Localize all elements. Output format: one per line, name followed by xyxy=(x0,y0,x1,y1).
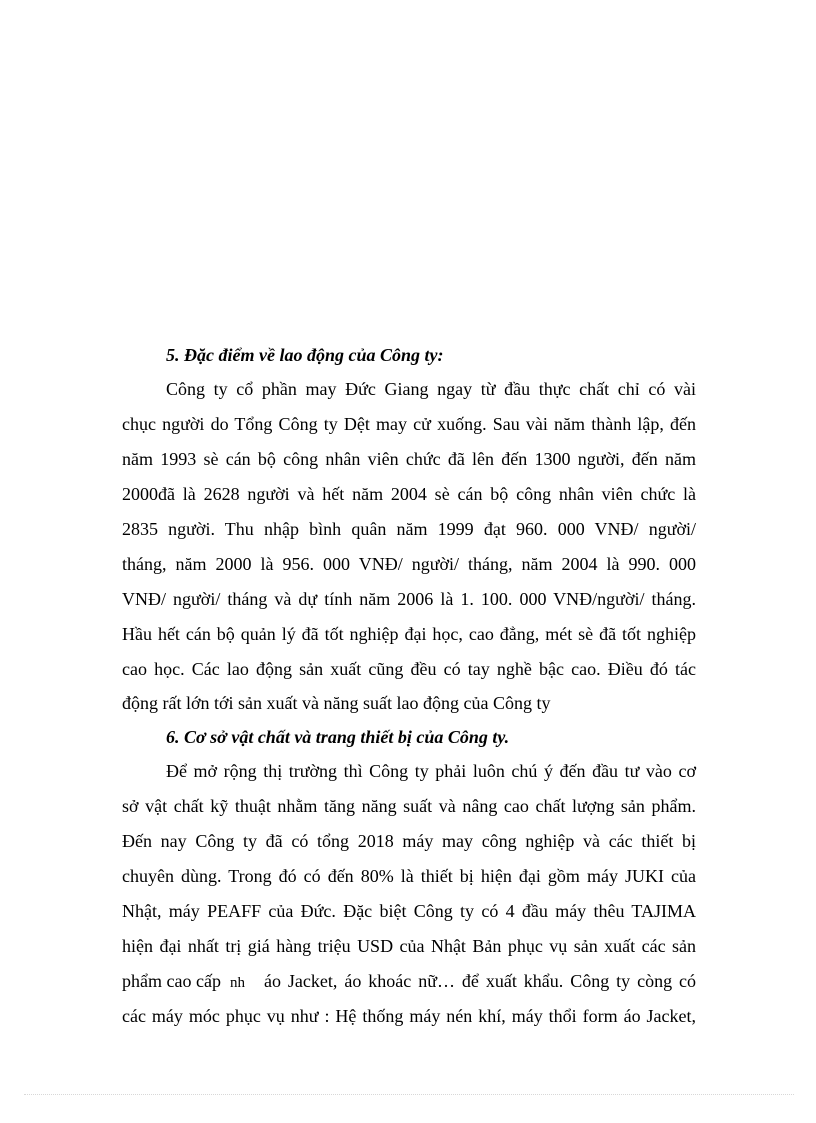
page-bottom-border xyxy=(24,1094,794,1095)
paragraph-line: 2835 người. Thu nhập bình quân năm 1999 đạt 960. 000 VNĐ/ người/ xyxy=(122,519,696,539)
section-6-heading: 6. Cơ sở vật chất và trang thiết bị của Công ty. xyxy=(166,727,510,747)
paragraph-line: chục người do Tổng Công ty Dệt may cử xuống. Sau vài năm thành lập, đến xyxy=(122,414,696,434)
paragraph-line: Để mở rộng thị trường thì Công ty phải luôn chú ý đến đầu tư vào cơ xyxy=(166,761,696,781)
paragraph-line: động rất lớn tới sản xuất và năng suất lao động của Công ty xyxy=(122,693,551,713)
paragraph-line: năm 1993 sè cán bộ công nhân viên chức đã lên đến 1300 người, đến năm xyxy=(122,449,696,469)
section-5-heading: 5. Đặc điểm về lao động của Công ty: xyxy=(166,345,444,365)
paragraph-line: Công ty cổ phần may Đức Giang ngay từ đầu thực chất chỉ có vài xyxy=(166,379,696,399)
paragraph-line: cao học. Các lao động sản xuất cũng đều có tay nghề bậc cao. Điều đó tác xyxy=(122,659,696,679)
paragraph-line: sở vật chất kỹ thuật nhằm tăng năng suất và nâng cao chất lượng sản phẩm. xyxy=(122,796,696,816)
paragraph-line-segment: phẩm cao cấp xyxy=(122,971,221,991)
paragraph-line: Nhật, máy PEAFF của Đức. Đặc biệt Công ty có 4 đầu máy thêu TAJIMA xyxy=(122,901,696,921)
paragraph-line: các máy móc phục vụ như : Hệ thống máy nén khí, máy thổi form áo Jacket, xyxy=(122,1006,696,1026)
paragraph-line-segment: áo Jacket, áo khoác nữ… để xuất khẩu. Công ty còng có xyxy=(264,971,696,991)
paragraph-line: Hầu hết cán bộ quản lý đã tốt nghiệp đại học, cao đẳng, mét sè đã tốt nghiệp xyxy=(122,624,696,644)
paragraph-line: tháng, năm 2000 là 956. 000 VNĐ/ người/ tháng, năm 2004 là 990. 000 xyxy=(122,554,696,574)
paragraph-line: chuyên dùng. Trong đó có đến 80% là thiết bị hiện đại gồm máy JUKI của xyxy=(122,866,696,886)
paragraph-line-fragment: nh xyxy=(230,975,245,991)
paragraph-line: VNĐ/ người/ tháng và dự tính năm 2006 là 1. 100. 000 VNĐ/người/ tháng. xyxy=(122,589,696,609)
paragraph-line: hiện đại nhất trị giá hàng triệu USD của Nhật Bản phục vụ sản xuất các sản xyxy=(122,936,696,956)
paragraph-line: Đến nay Công ty đã có tổng 2018 máy may công nghiệp và các thiết bị xyxy=(122,831,696,851)
paragraph-line: 2000đã là 2628 người và hết năm 2004 sè cán bộ công nhân viên chức là xyxy=(122,484,696,504)
